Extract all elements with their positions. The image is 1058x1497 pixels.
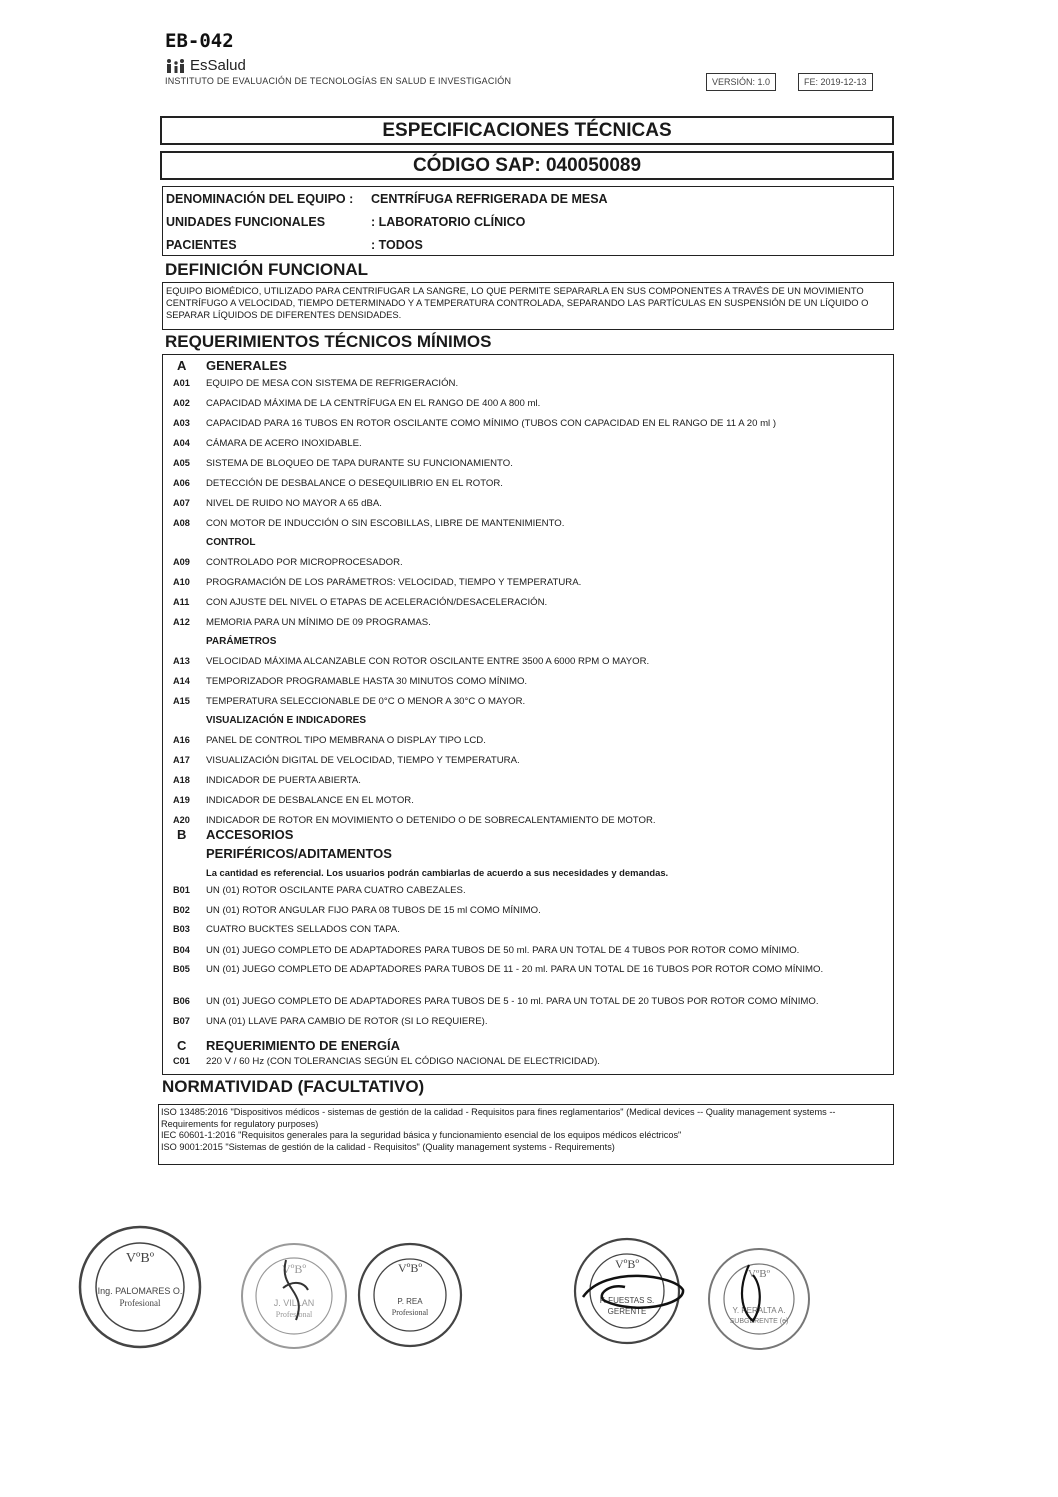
requirement-text: CAPACIDAD PARA 16 TUBOS EN ROTOR OSCILANTE COMO MÍNIMO (TUBOS CON CAPACIDAD EN EL RANGO DE 11 A 20 ml ) [206, 418, 777, 429]
seal-role: Profesional [119, 1298, 161, 1308]
functional-units-label: UNIDADES FUNCIONALES [166, 215, 326, 229]
requirement-text: UN (01) ROTOR OSCILANTE PARA CUATRO CABEZALES. [206, 885, 466, 896]
requirement-text: NIVEL DE RUIDO NO MAYOR A 65 dBA. [206, 498, 382, 509]
norm-line: ISO 9001:2015 "Sistemas de gestión de la calidad - Requisitos" (Quality management systems - Requirements) [161, 1141, 615, 1152]
requirement-text: VISUALIZACIÓN DIGITAL DE VELOCIDAD, TIEMPO Y TEMPERATURA. [206, 755, 520, 766]
approval-seal [355, 1240, 465, 1355]
requirement-text: ACCESORIOS [206, 827, 294, 842]
norm-line: ISO 13485:2016 "Dispositivos médicos - sistemas de gestión de la calidad - Requisitos para fines reglamentarios" (Medical devices -- Quality management systems -- Requirements for regulatory purposes) [161, 1107, 836, 1129]
requirement-text: INDICADOR DE ROTOR EN MOVIMIENTO O DETENIDO O DE SOBRECALENTAMIENTO DE MOTOR. [206, 815, 656, 826]
seal-vb: VºBº [747, 1268, 771, 1280]
requirement-text: VELOCIDAD MÁXIMA ALCANZABLE CON ROTOR OSCILANTE ENTRE 3500 A 6000 RPM O MAYOR. [206, 656, 650, 667]
requirement-code: C [177, 1038, 187, 1053]
functional-units-row [166, 215, 526, 229]
requirement-text: UNA (01) LLAVE PARA CAMBIO DE ROTOR (SI LO REQUIERE). [206, 1016, 488, 1027]
requirement-code: A12 [173, 617, 190, 627]
seal-name: F. FUESTAS S. [599, 1296, 655, 1305]
seal-name: Ing. PALOMARES O. [97, 1286, 183, 1296]
requirement-text: VISUALIZACIÓN E INDICADORES [206, 715, 367, 726]
requirement-code: A09 [173, 557, 190, 567]
org-name: EsSalud [190, 57, 246, 74]
requirement-text: SISTEMA DE BLOQUEO DE TAPA DURANTE SU FUNCIONAMIENTO. [206, 458, 513, 469]
normativity-box [158, 1104, 894, 1165]
requirement-text: UN (01) JUEGO COMPLETO DE ADAPTADORES PARA TUBOS DE 5 - 10 ml. PARA UN TOTAL DE 20 TUBOS POR ROTOR COMO MÍNIMO. [206, 996, 819, 1007]
requirement-code: C01 [173, 1056, 190, 1066]
requirement-text: INDICADOR DE DESBALANCE EN EL MOTOR. [206, 795, 414, 806]
requirement-code: A06 [173, 478, 190, 488]
seal-stamp-icon [565, 1235, 690, 1347]
requirement-text: PERIFÉRICOS/ADITAMENTOS [206, 846, 392, 861]
requirement-code: A01 [173, 378, 190, 388]
seal-stamp-icon [238, 1240, 350, 1352]
essalud-logo [165, 57, 246, 74]
seal-role: Profesional [391, 1308, 429, 1317]
requirement-text: CUATRO BUCKTES SELLADOS CON TAPA. [206, 924, 400, 935]
institute-name: INSTITUTO DE EVALUACIÓN DE TECNOLOGÍAS EN SALUD E INVESTIGACIÓN [165, 76, 512, 86]
requirement-text: PROGRAMACIÓN DE LOS PARÁMETROS: VELOCIDAD, TIEMPO Y TEMPERATURA. [206, 577, 582, 588]
requirement-text: CÁMARA DE ACERO INOXIDABLE. [206, 438, 362, 449]
requirement-code: A11 [173, 597, 190, 607]
requirement-code: A15 [173, 696, 190, 706]
equipment-value: CENTRÍFUGA REFRIGERADA DE MESA [371, 192, 608, 206]
requirement-code: A05 [173, 458, 190, 468]
requirement-code: A19 [173, 795, 190, 805]
equipment-box [162, 186, 894, 256]
requirement-text: CON AJUSTE DEL NIVEL O ETAPAS DE ACELERACIÓN/DESACELERACIÓN. [206, 597, 548, 608]
requirement-code: A [177, 358, 187, 373]
requirement-text: UN (01) ROTOR ANGULAR FIJO PARA 08 TUBOS DE 15 ml COMO MÍNIMO. [206, 905, 541, 916]
requirement-code: A10 [173, 577, 190, 587]
requirement-code: A16 [173, 735, 190, 745]
seal-name: Y. PERALTA A. [732, 1306, 786, 1315]
requirement-code: B [177, 827, 187, 842]
requirement-code: B01 [173, 885, 190, 895]
date-box: FE: 2019-12-13 [798, 73, 873, 91]
requirement-text: UN (01) JUEGO COMPLETO DE ADAPTADORES PARA TUBOS DE 11 - 20 ml. PARA UN TOTAL DE 16 TUBOS POR ROTOR COMO MÍNIMO. [206, 964, 824, 975]
approval-seal [565, 1235, 690, 1352]
requirement-code: B05 [173, 964, 190, 974]
definition-text: EQUIPO BIOMÉDICO, UTILIZADO PARA CENTRIFUGAR LA SANGRE, LO QUE PERMITE SEPARARLA EN SUS COMPONENTES A TRAVÉS DE UN MOVIMIENTO CENTRÍFUGO A VELOCIDAD, TIEMPO DETERMINADO Y A TEMPERATURA CONTROLADA, SEPARANDO LAS PARTÍCULAS EN SUSPENSIÓN DE UN LÍQUIDO O SEPARAR LÍQUIDOS DE DIFERENTES DENSIDADES. [162, 282, 894, 330]
patients-label: PACIENTES [166, 238, 237, 252]
requirement-text: PANEL DE CONTROL TIPO MEMBRANA O DISPLAY TIPO LCD. [206, 735, 486, 746]
requirement-code: A18 [173, 775, 190, 785]
functional-units-value: : LABORATORIO CLÍNICO [371, 215, 526, 229]
approval-seal [75, 1222, 205, 1357]
requirement-text: MEMORIA PARA UN MÍNIMO DE 09 PROGRAMAS. [206, 617, 431, 628]
requirement-text: CONTROLADO POR MICROPROCESADOR. [206, 557, 403, 568]
norm-line: IEC 60601-1:2016 "Requisitos generales para la seguridad básica y funcionamiento esencial de los equipos médicos eléctricos" [161, 1130, 682, 1140]
requirements-title: REQUERIMIENTOS TÉCNICOS MÍNIMOS [165, 332, 492, 351]
requirement-code: B07 [173, 1016, 190, 1026]
definition-title: DEFINICIÓN FUNCIONAL [165, 260, 369, 279]
requirement-text: DETECCIÓN DE DESBALANCE O DESEQUILIBRIO EN EL ROTOR. [206, 478, 503, 489]
seal-name: P. REA [397, 1297, 423, 1306]
approval-seal [238, 1240, 350, 1357]
requirement-code: A02 [173, 398, 190, 408]
version-box: VERSIÓN: 1.0 [706, 73, 776, 91]
requirement-code: B06 [173, 996, 190, 1006]
requirement-code: B04 [173, 945, 190, 955]
equipment-row [166, 192, 608, 206]
document-code: EB-042 [165, 30, 234, 52]
requirement-text: PARÁMETROS [206, 636, 277, 647]
seal-role: GERENTE [607, 1307, 647, 1316]
requirement-code: A13 [173, 656, 190, 666]
requirement-text: TEMPORIZADOR PROGRAMABLE HASTA 30 MINUTOS COMO MÍNIMO. [206, 676, 528, 687]
seal-name: J. VILLAN [273, 1298, 315, 1308]
patients-value: : TODOS [371, 238, 423, 252]
requirement-code: A08 [173, 518, 190, 528]
family-icon [165, 58, 187, 74]
requirement-code: A03 [173, 418, 190, 428]
seal-vb: VºBº [614, 1257, 640, 1271]
requirement-text: La cantidad es referencial. Los usuarios podrán cambiarlas de acuerdo a sus necesidades y demandas. [206, 867, 669, 878]
seal-vb: VºBº [125, 1251, 155, 1266]
requirement-text: CON MOTOR DE INDUCCIÓN O SIN ESCOBILLAS, LIBRE DE MANTENIMIENTO. [206, 518, 565, 529]
requirement-text: GENERALES [206, 358, 287, 373]
requirement-code: A14 [173, 676, 190, 686]
requirement-code: B03 [173, 924, 190, 934]
equipment-label: DENOMINACIÓN DEL EQUIPO : [166, 192, 354, 206]
requirement-text: REQUERIMIENTO DE ENERGÍA [206, 1038, 401, 1053]
requirement-code: A17 [173, 755, 190, 765]
requirement-text: TEMPERATURA SELECCIONABLE DE 0°C O MENOR A 30°C O MAYOR. [206, 696, 526, 707]
requirement-text: 220 V / 60 Hz (CON TOLERANCIAS SEGÚN EL CÓDIGO NACIONAL DE ELECTRICIDAD). [206, 1056, 600, 1067]
seal-stamp-icon [355, 1240, 465, 1350]
patients-row [166, 238, 423, 252]
seal-role: Profesional [275, 1310, 313, 1319]
normativity-title: NORMATIVIDAD (FACULTATIVO) [162, 1077, 425, 1096]
requirement-text: CAPACIDAD MÁXIMA DE LA CENTRÍFUGA EN EL RANGO DE 400 A 800 ml. [206, 398, 541, 409]
requirement-text: EQUIPO DE MESA CON SISTEMA DE REFRIGERACIÓN. [206, 378, 459, 389]
requirement-code: A20 [173, 815, 190, 825]
requirement-text: INDICADOR DE PUERTA ABIERTA. [206, 775, 361, 786]
page-title: ESPECIFICACIONES TÉCNICAS [160, 116, 894, 145]
seal-vb: VºBº [281, 1262, 307, 1276]
requirement-code: A04 [173, 438, 190, 448]
requirement-text: CONTROL [206, 537, 256, 548]
seal-stamp-icon [75, 1222, 205, 1352]
seal-stamp-icon [705, 1245, 813, 1353]
approval-seal [705, 1245, 813, 1358]
requirement-code: B02 [173, 905, 190, 915]
requirements-box [162, 354, 894, 1075]
sap-code: CÓDIGO SAP: 040050089 [160, 151, 894, 180]
seal-vb: VºBº [397, 1261, 423, 1275]
seal-role: SUBGERENTE (e) [729, 1318, 789, 1325]
requirement-text: UN (01) JUEGO COMPLETO DE ADAPTADORES PARA TUBOS DE 50 ml. PARA UN TOTAL DE 4 TUBOS POR ROTOR COMO MÍNIMO. [206, 945, 800, 956]
requirement-code: A07 [173, 498, 190, 508]
